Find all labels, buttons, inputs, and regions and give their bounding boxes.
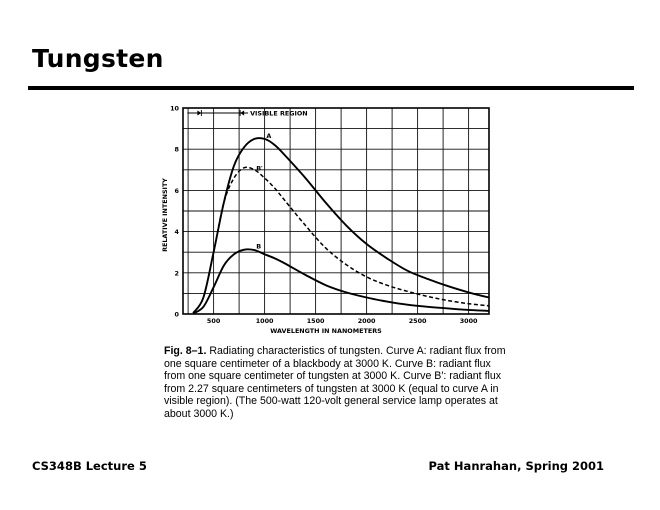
y-tick-label: 2 <box>174 269 179 278</box>
y-tick-label: 0 <box>174 310 179 319</box>
chart-labels <box>170 105 478 326</box>
y-tick-label: 10 <box>170 104 179 113</box>
x-tick-label: 500 <box>206 317 221 325</box>
curve-label: B′ <box>256 164 263 173</box>
x-axis-label: WAVELENGTH IN NANOMETERS <box>270 327 382 335</box>
footer-author: Pat Hanrahan, Spring 2001 <box>428 459 604 473</box>
caption-text: Radiating characteristics of tungsten. Curve A: radiant flux from one square centimeter of a blackbody at 3000 K. Curve B: radiant flux from one square centimeter of tungsten at 3000 K. Curve B′: radiant flux from 2.27 square centimeters of tungsten at 3000 K (equal to curve A in visible region). (The 500-watt 120-volt general service lamp operates at about 3000 K.) <box>164 345 506 420</box>
x-tick-label: 1000 <box>255 317 274 325</box>
y-tick-label: 8 <box>174 145 179 154</box>
y-axis-label: RELATIVE INTENSITY <box>161 178 169 252</box>
chart <box>150 98 510 338</box>
curve-label: B <box>256 242 262 251</box>
slide-title: Tungsten <box>32 44 164 73</box>
figure <box>150 98 510 454</box>
y-tick-label: 4 <box>174 228 179 237</box>
title-rule <box>28 86 634 90</box>
y-tick-label: 6 <box>174 186 179 195</box>
visible-region-annotation <box>187 109 307 117</box>
x-tick-label: 3000 <box>459 317 478 325</box>
visible-region-label: VISIBLE REGION <box>250 109 308 118</box>
caption-label: Fig. 8–1. <box>164 345 207 357</box>
figure-caption <box>164 345 506 421</box>
x-tick-label: 1500 <box>306 317 325 325</box>
x-tick-label: 2500 <box>408 317 427 325</box>
chart-grid <box>183 108 489 314</box>
curve-label: A <box>266 131 272 140</box>
x-tick-label: 2000 <box>357 317 376 325</box>
footer-lecture: CS348B Lecture 5 <box>32 459 147 473</box>
